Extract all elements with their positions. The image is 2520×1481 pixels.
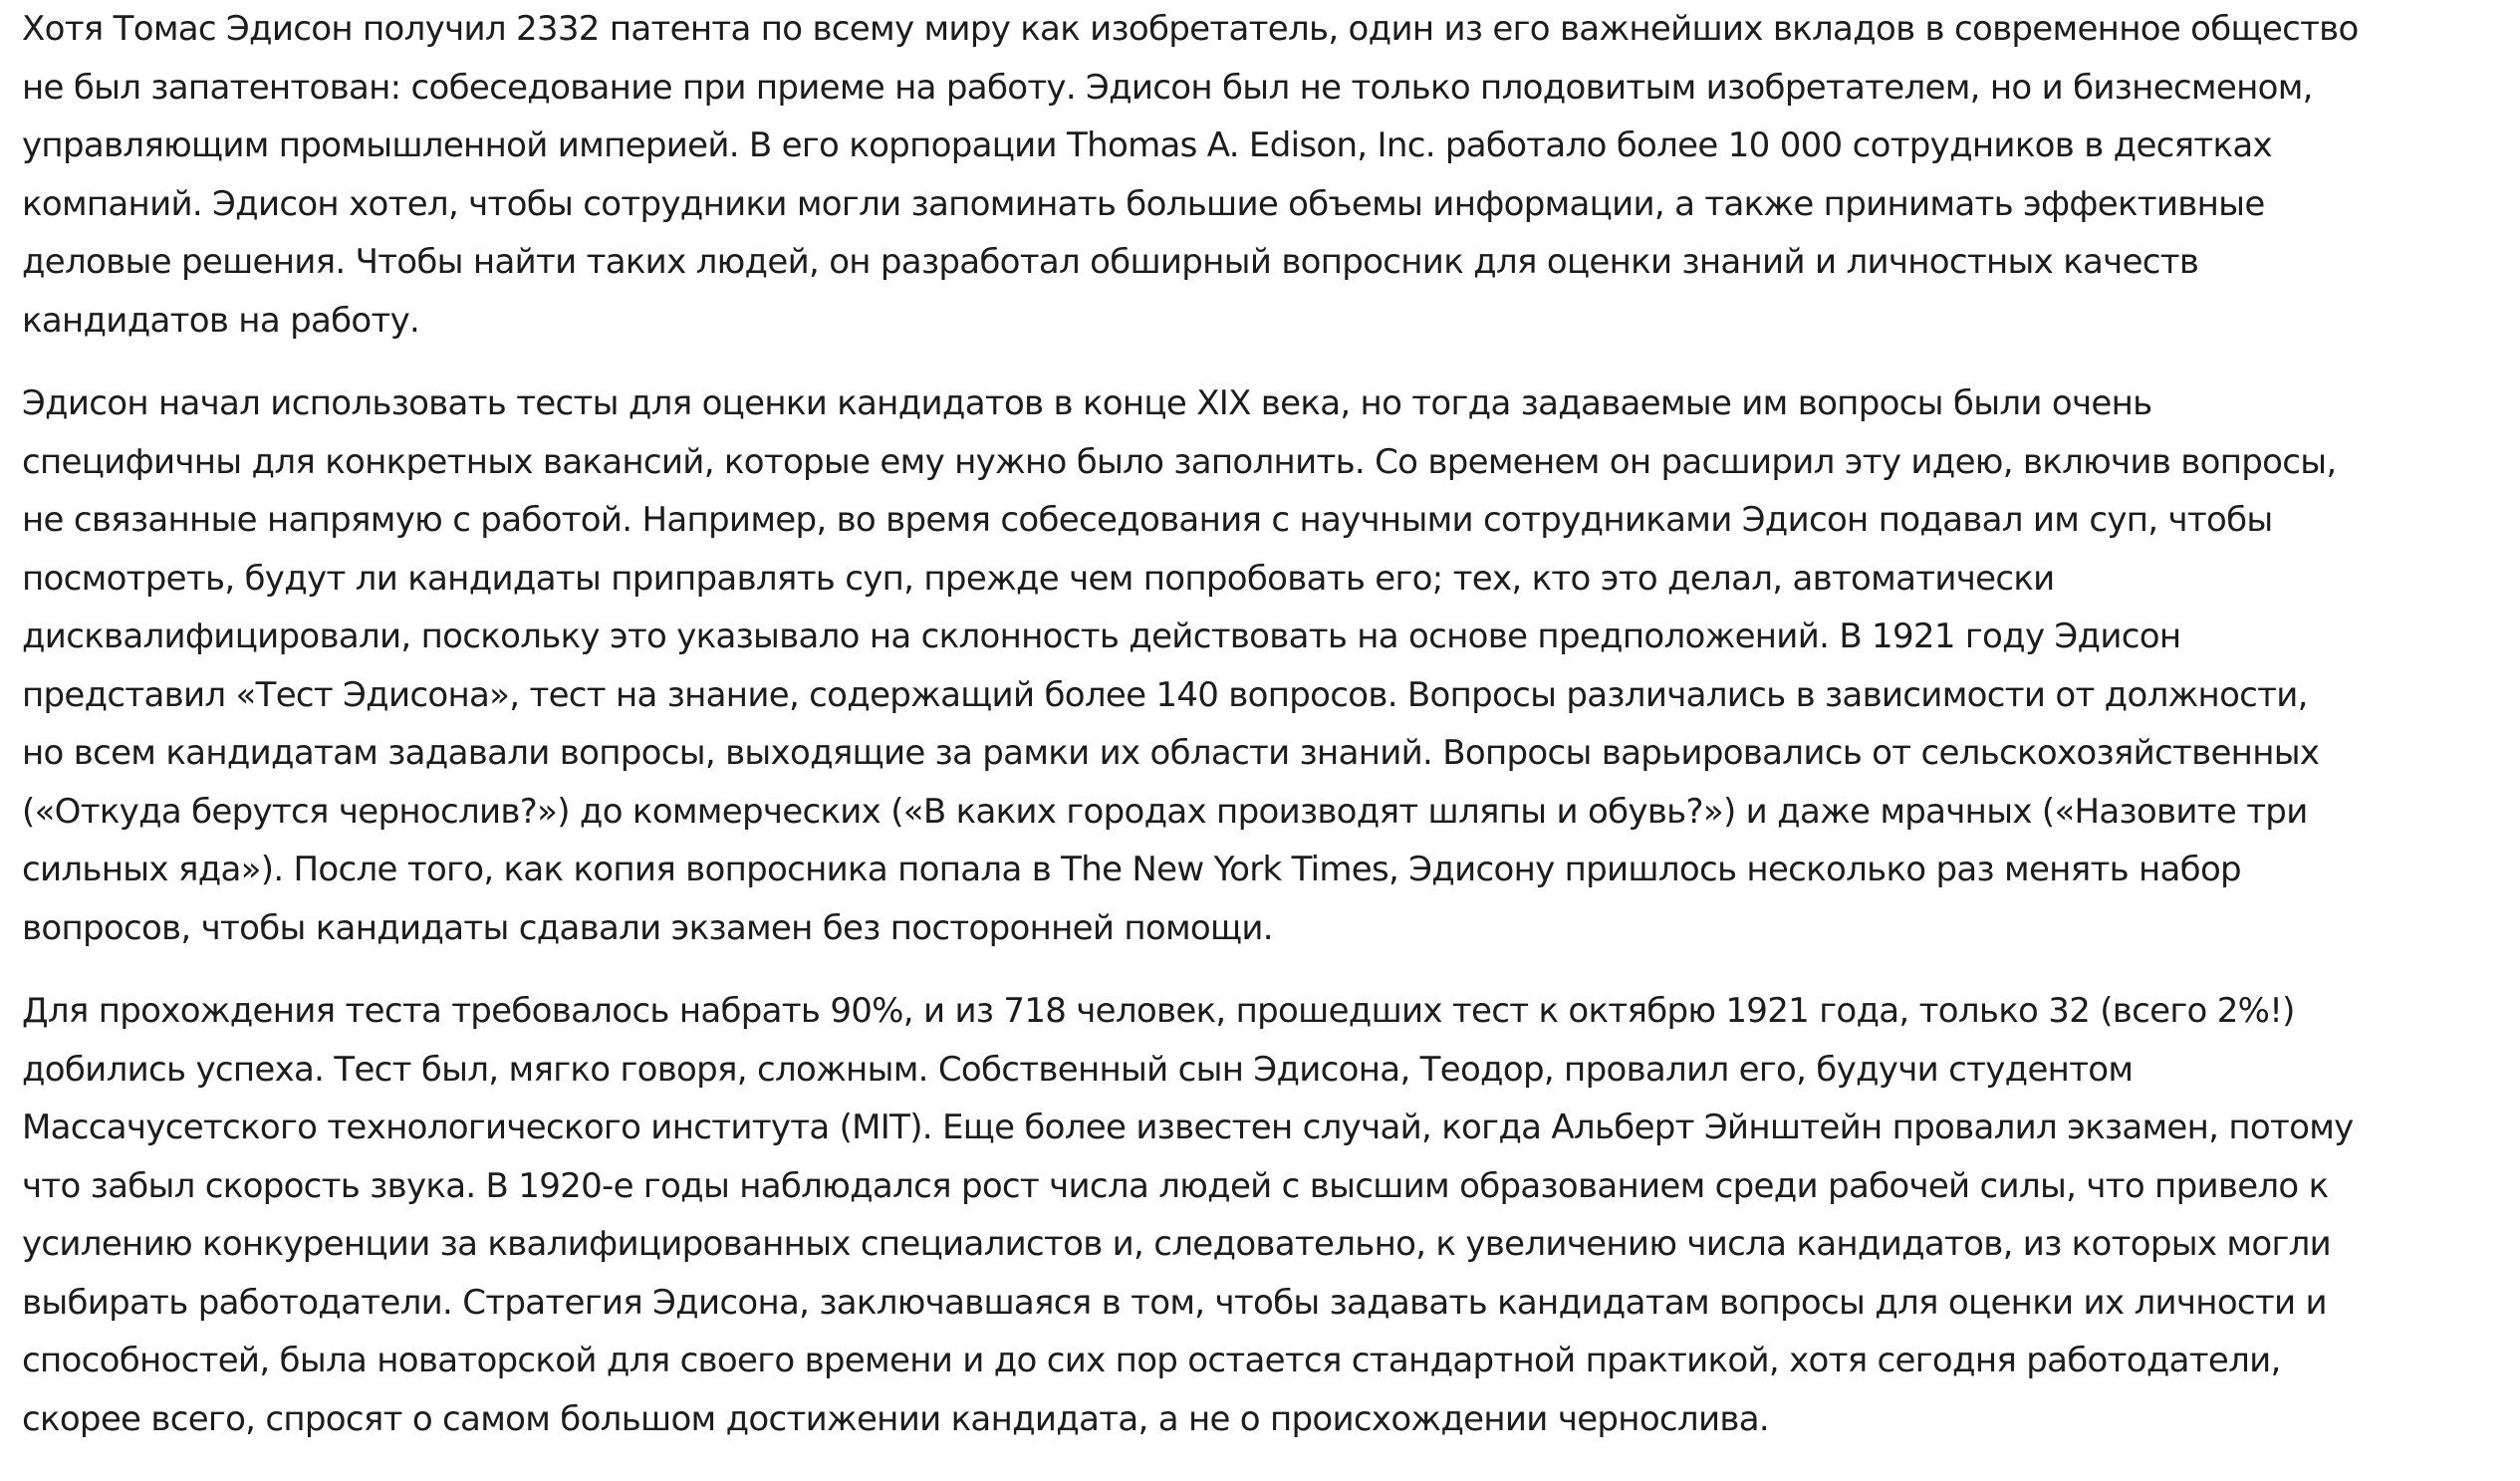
text-line: добились успеха. Тест был, мягко говоря, сложным. Собственный сын Эдисона, Теодор, провалил его, будучи студентом: [22, 1049, 2134, 1090]
text-line: Эдисон начал использовать тесты для оценки кандидатов в конце XIX века, но тогда задаваемые им вопросы были очень: [22, 383, 2152, 423]
text-line: управляющим промышленной империей. В его корпорации Thomas A. Edison, Inc. работало более 10 000 сотрудников в десятках: [22, 125, 2272, 165]
text-line: компаний. Эдисон хотел, чтобы сотрудники могли запоминать большие объемы информации, а также принимать эффективные: [22, 183, 2265, 224]
text-line: усилению конкуренции за квалифицированных специалистов и, следовательно, к увеличению числа кандидатов, из которых могли: [22, 1224, 2332, 1264]
text-line: Хотя Томас Эдисон получил 2332 патента по всему миру как изобретатель, один из его важнейших вкладов в современное общество: [22, 9, 2359, 49]
text-line: выбирать работодатели. Стратегия Эдисона, заключавшаяся в том, чтобы задавать кандидатам вопросы для оценки их личности и: [22, 1282, 2327, 1323]
text-line: способностей, была новаторской для своего времени и до сих пор остается стандартной практикой, хотя сегодня работодатели,: [22, 1341, 2281, 1380]
text-line: сильных яда»). После того, как копия вопросника попала в The New York Times, Эдисону пришлось несколько раз менять набор: [22, 850, 2241, 889]
text-line: деловые решения. Чтобы найти таких людей, он разработал обширный вопросник для оценки знаний и личностных качеств: [22, 242, 2199, 282]
text-line: Массачусетского технологического института (MIT). Еще более известен случай, когда Альберт Эйнштейн провалил экзамен, потому: [22, 1108, 2354, 1147]
text-line: специфичны для конкретных вакансий, которые ему нужно было заполнить. Со временем он расширил эту идею, включив вопросы,: [22, 441, 2337, 482]
text-line: («Откуда берутся чернослив?») до коммерческих («В каких городах производят шляпы и обувь?») и даже мрачных («Назовите три: [22, 791, 2308, 832]
text-line: представил «Тест Эдисона», тест на знание, содержащий более 140 вопросов. Вопросы различались в зависимости от должности,: [22, 674, 2308, 715]
paragraph-2: [22, 374, 2520, 957]
text-line: вопросов, чтобы кандидаты сдавали экзамен без посторонней помощи.: [22, 907, 1273, 948]
text-line: кандидатов на работу.: [22, 300, 420, 341]
text-line: что забыл скорость звука. В 1920-е годы наблюдался рост числа людей с высшим образованием среди рабочей силы, что привело к: [22, 1165, 2329, 1206]
text-line: дисквалифицировали, поскольку это указывало на склонность действовать на основе предположений. В 1921 году Эдисон: [22, 617, 2181, 656]
paragraph-1: [22, 0, 2520, 350]
text-line: посмотреть, будут ли кандидаты приправлять суп, прежде чем попробовать его; тех, кто это делал, автоматически: [22, 558, 2055, 599]
text-line: не был запатентован: собеседование при приеме на работу. Эдисон был не только плодовитым изобретателем, но и бизнесменом,: [22, 67, 2313, 108]
text-line: Для прохождения теста требовалось набрать 90%, и из 718 человек, прошедших тест к октябрю 1921 года, только 32 (всего 2%!): [22, 991, 2295, 1031]
text-line: не связанные напрямую с работой. Например, во время собеседования с научными сотрудниками Эдисон подавал им суп, чтобы: [22, 500, 2273, 540]
text-line: но всем кандидатам задавали вопросы, выходящие за рамки их области знаний. Вопросы варьировались от сельскохозяйственных: [22, 733, 2320, 773]
text-line: скорее всего, спросят о самом большом достижении кандидата, а не о происхождении чернослива.: [22, 1398, 1769, 1439]
paragraph-3: [22, 982, 2520, 1448]
